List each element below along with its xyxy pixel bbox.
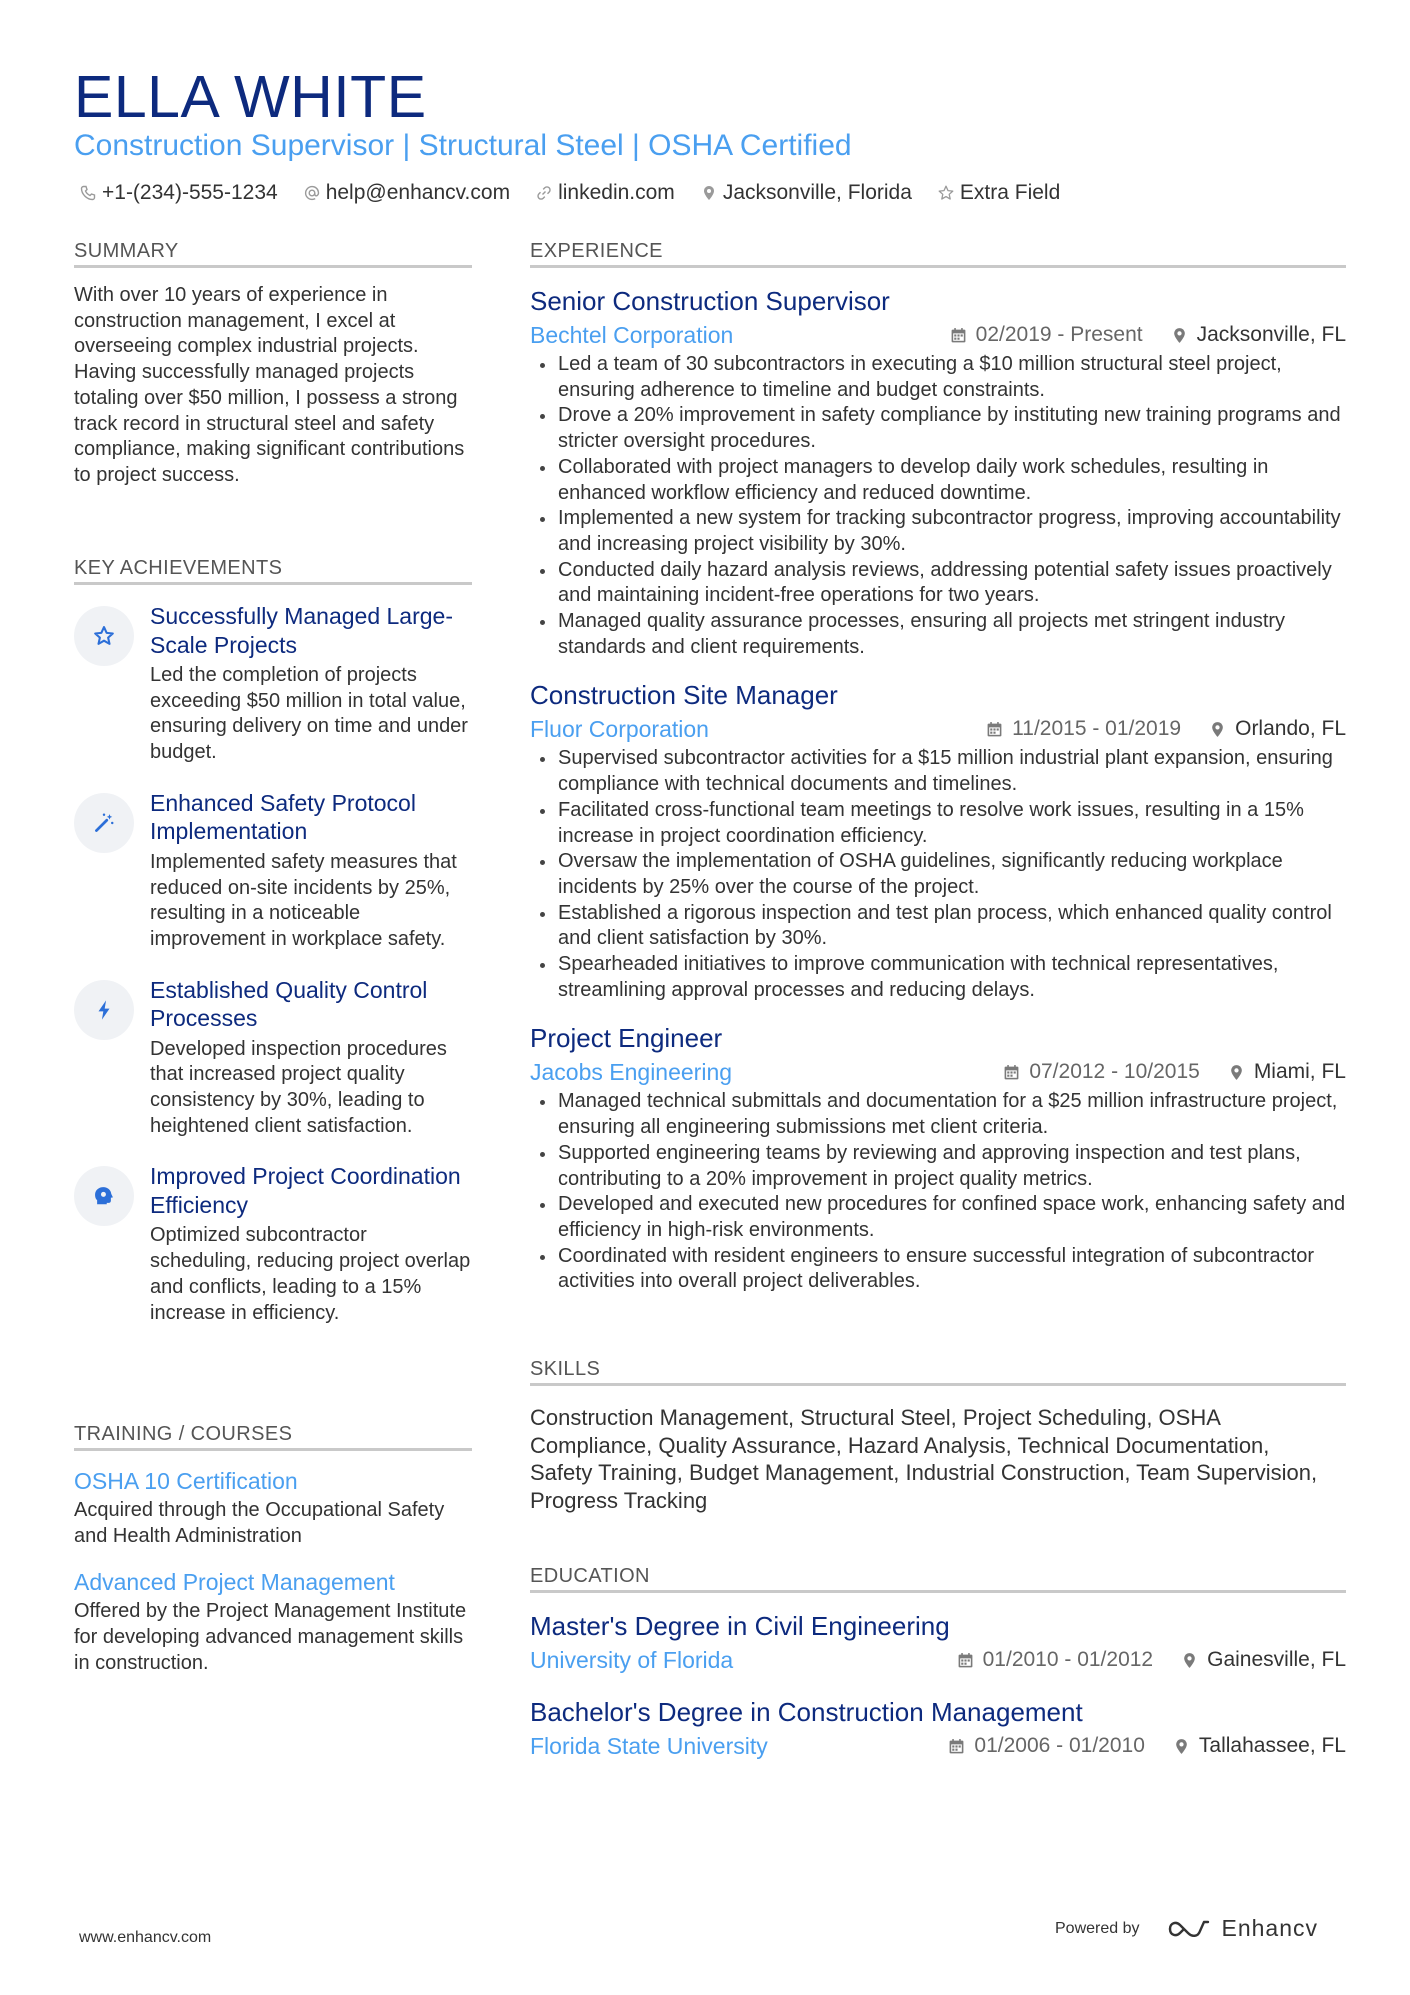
achievement-desc: Implemented safety measures that reduced on-site incidents by 25%, resulting in a noticeable improvement in workplace safety. [150,850,457,950]
achievement-title: Established Quality Control Processes [150,976,428,1032]
job-bullets [530,746,1346,1003]
education-heading: EDUCATION [530,1564,1346,1593]
head-gear-icon [74,1166,134,1226]
education-dates [957,1648,1153,1672]
footer-branding [1055,1915,1318,1942]
achievements-heading: KEY ACHIEVEMENTS [74,556,472,585]
achievement-item [74,602,472,766]
brand-name: Enhancv [1221,1915,1319,1941]
achievements-section [74,602,472,1349]
course-item [74,1567,472,1676]
job-bullet: Oversaw the implementation of OSHA guidelines, significantly reducing workplace incidents by 25% over the course of the project. [530,849,1346,900]
experience-section [530,284,1346,1313]
job-bullet: Managed quality assurance processes, ensuring all projects met stringent industry standards and client requirements. [530,609,1346,660]
powered-by-label: Powered by [1055,1919,1140,1937]
achievement-item [74,789,472,953]
achievement-title: Enhanced Safety Protocol Implementation [150,789,416,845]
contact-phone[interactable] [80,181,278,205]
course-desc: Acquired through the Occupational Safety and Health Administration [74,1499,445,1547]
contact-location-text: Jacksonville, Florida [722,181,912,204]
magic-wand-icon [74,793,134,853]
job-location [1228,1060,1346,1084]
achievement-desc: Developed inspection procedures that increased project quality consistency by 30%, leading to heightened client satisfaction. [150,1037,447,1137]
education-dates [948,1734,1144,1758]
calendar-icon [948,1738,965,1755]
job-bullets [530,352,1346,660]
job-bullet: Developed and executed new procedures for confined space work, enhancing safety and efficiency in high-risk environments. [530,1192,1346,1243]
summary-text: With over 10 years of experience in construction management, I excel at overseeing complex industrial projects. Having successfully managed projects totaling over $50 million, I possess a strong track record in structural steel and safety compliance, making significant contributions to project success. [74,284,465,486]
job-entry [530,1021,1346,1295]
job-entry [530,284,1346,660]
job-bullet: Facilitated cross-functional team meetings to resolve work issues, resulting in a 15% increase in project coordination efficiency. [530,798,1346,849]
candidate-name: ELLA WHITE [74,64,427,130]
contact-linkedin[interactable] [536,181,675,205]
job-meta [530,712,1346,746]
contact-email-text: help@enhancv.com [325,181,511,204]
contact-linkedin-text: linkedin.com [558,181,675,204]
contact-phone-text: +1-(234)-555-1234 [102,181,278,204]
phone-icon [80,185,96,201]
training-section [74,1466,472,1695]
link-icon [536,185,552,201]
job-location [1209,717,1346,741]
location-pin-icon [1173,1738,1190,1755]
job-bullet: Conducted daily hazard analysis reviews, addressing potential safety issues proactively and maintaining incident-free operations for two years. [530,558,1346,609]
star-icon [74,606,134,666]
job-bullet: Spearheaded initiatives to improve communication with technical representatives, streamlining approval processes and reducing delays. [530,952,1346,1003]
achievement-item [74,1162,472,1326]
education-dates-text: 01/2006 - 01/2010 [974,1734,1145,1757]
job-meta [530,318,1346,352]
training-heading: TRAINING / COURSES [74,1422,472,1451]
skills-heading: SKILLS [530,1357,1346,1386]
course-item [74,1466,472,1549]
company-name: Bechtel Corporation [530,321,734,348]
job-bullet: Established a rigorous inspection and test plan process, which enhanced quality control and client satisfaction by 30%. [530,901,1346,952]
achievement-item [74,976,472,1140]
achievement-desc: Optimized subcontractor scheduling, reducing project overlap and conflicts, leading to a 15% increase in efficiency. [150,1224,471,1324]
achievement-title: Successfully Managed Large-Scale Projects [150,603,453,658]
education-location-text: Tallahassee, FL [1198,1734,1346,1757]
skills-section [530,1404,1330,1514]
calendar-icon [1003,1064,1020,1081]
job-bullet: Drove a 20% improvement in safety compliance by instituting new training programs and stricter oversight procedures. [530,403,1346,454]
lightning-bolt-icon [74,980,134,1040]
education-entry [530,1695,1346,1763]
education-section [530,1609,1346,1781]
location-pin-icon [1171,327,1188,344]
enhancv-logo[interactable] [1166,1915,1319,1942]
school-name: Florida State University [530,1732,768,1759]
education-location [1173,1734,1346,1758]
footer-website-link[interactable]: www.enhancv.com [79,1929,212,1946]
calendar-icon [986,721,1003,738]
job-bullet: Managed technical submittals and documentation for a $25 million infrastructure project, ensuring all engineering submissions met client criteria. [530,1089,1346,1140]
job-dates-text: 07/2012 - 10/2015 [1029,1060,1200,1084]
job-location-text: Miami, FL [1253,1060,1346,1084]
degree-title: Master's Degree in Civil Engineering [530,1611,950,1641]
job-dates-text: 02/2019 - Present [975,323,1143,346]
course-title: Advanced Project Management [74,1569,395,1596]
calendar-icon [950,327,967,344]
job-bullet: Led a team of 30 subcontractors in executing a $10 million structural steel project, ensuring adherence to timeline and budget constraints. [530,352,1346,403]
education-dates-text: 01/2010 - 01/2012 [982,1648,1154,1671]
location-pin-icon [1209,721,1226,738]
achievement-desc: Led the completion of projects exceeding $50 million in total value, ensuring delivery on time and under budget. [150,664,468,764]
job-dates-text: 11/2015 - 01/2019 [1012,717,1182,741]
summary-section [74,283,472,489]
education-location [1181,1648,1346,1672]
education-location-text: Gainesville, FL [1207,1648,1346,1671]
job-bullet: Collaborated with project managers to develop daily work schedules, resulting in enhanced workflow efficiency and reduced downtime. [530,455,1346,506]
skills-text: Construction Management, Structural Steel, Project Scheduling, OSHA Compliance, Quality Assurance, Hazard Analysis, Technical Documentation, Safety Training, Budget Management, Industrial Construction, Team Supervision, Progress Tracking [530,1405,1318,1513]
enhancv-logo-icon [1166,1917,1212,1941]
location-pin-icon [1228,1064,1245,1081]
degree-title: Bachelor's Degree in Construction Management [530,1697,1083,1727]
school-name: University of Florida [530,1646,734,1673]
job-bullet: Implemented a new system for tracking subcontractor progress, improving accountability and increasing project visibility by 30%. [530,506,1346,557]
job-entry [530,678,1346,1003]
job-dates [950,323,1143,347]
job-title: Project Engineer [530,1023,723,1054]
job-bullet: Supported engineering teams by reviewing and approving inspection and test plans, contributing to a 20% improvement in project quality metrics. [530,1141,1346,1192]
location-pin-icon [701,185,717,201]
job-location-text: Orlando, FL [1235,717,1346,741]
education-meta [530,1729,1346,1763]
contact-bar [80,178,1086,208]
education-meta [530,1643,1346,1677]
calendar-icon [957,1652,974,1669]
location-pin-icon [1181,1652,1198,1669]
candidate-headline: Construction Supervisor | Structural Steel | OSHA Certified [74,129,852,162]
summary-heading: SUMMARY [74,239,472,268]
job-bullet: Coordinated with resident engineers to ensure successful integration of subcontractor activities into overall project deliverables. [530,1244,1346,1295]
contact-extra [938,181,1060,205]
at-icon [304,185,320,201]
company-name: Jacobs Engineering [530,1058,733,1085]
job-location-text: Jacksonville, FL [1196,323,1346,346]
course-title: OSHA 10 Certification [74,1468,298,1494]
job-dates [986,717,1181,741]
job-meta [530,1055,1346,1089]
job-location [1171,323,1346,347]
education-entry [530,1609,1346,1677]
course-desc: Offered by the Project Management Institute for developing advanced management skills in construction. [74,1600,467,1674]
contact-email[interactable] [304,181,510,205]
job-title: Senior Construction Supervisor [530,286,890,316]
contact-location [701,181,912,205]
contact-extra-text: Extra Field [959,181,1061,204]
job-bullet: Supervised subcontractor activities for a $15 million industrial plant expansion, ensuring compliance with technical documents and timelines. [530,746,1346,797]
star-icon [938,185,954,201]
achievement-title: Improved Project Coordination Efficiency [150,1163,461,1218]
company-name: Fluor Corporation [530,715,709,742]
job-bullets [530,1089,1346,1295]
job-dates [1003,1060,1199,1084]
experience-heading: EXPERIENCE [530,239,1346,268]
job-title: Construction Site Manager [530,680,838,711]
